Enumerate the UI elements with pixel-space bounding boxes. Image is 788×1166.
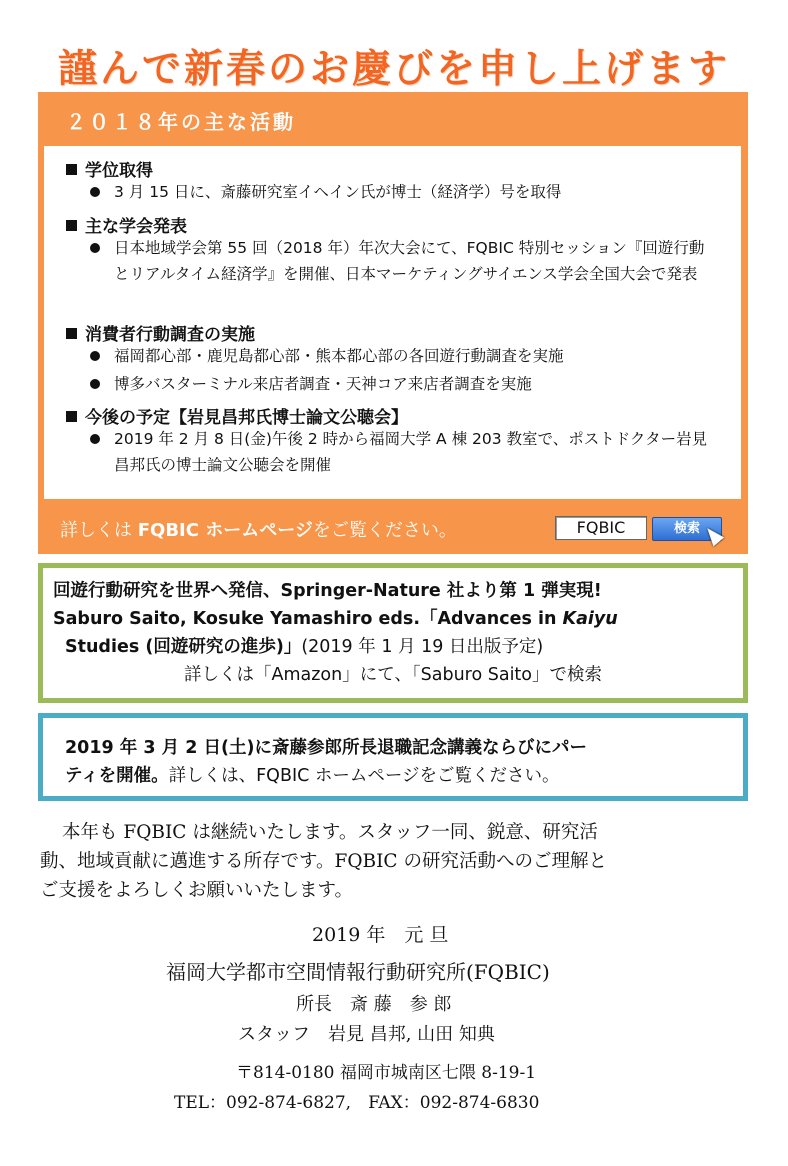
activities-title: ２０１８年の主な活動 xyxy=(66,110,296,134)
springer-line-3: Studies (回遊研究の進歩)」(2019 年 1 月 19 日出版予定) xyxy=(65,637,544,657)
organization-name: 福岡大学都市空間情報行動研究所(FQBIC) xyxy=(166,960,550,984)
lecture-announcement xyxy=(38,713,748,801)
square-bullet-icon xyxy=(66,411,77,422)
list-item: 博多バスターミナル来店者調査・天神コア来店者調査を実施 xyxy=(90,371,710,397)
section-heading: 学位取得 xyxy=(66,156,153,181)
homepage-notice: 詳しくは FQBIC ホームページをご覧ください。 xyxy=(60,520,457,541)
page-headline: 謹んで新春のお慶びを申し上げます xyxy=(57,47,730,92)
list-item: 日本地域学会第 55 回（2018 年）年次大会にて、FQBIC 特別セッション『回遊行動とリアルタイム経済学』を開催、日本マーケティングサイエンス学会全国大会で発表 xyxy=(90,235,710,287)
bullet-icon xyxy=(90,351,100,361)
bullet-icon xyxy=(90,187,100,197)
address: 〒814-0180 福岡市城南区七隈 8-19-1 xyxy=(236,1063,537,1083)
list-item: 福岡都心部・鹿児島都心部・熊本都心部の各回遊行動調査を実施 xyxy=(90,343,710,369)
square-bullet-icon xyxy=(66,328,77,339)
square-bullet-icon xyxy=(66,164,77,175)
search-input[interactable]: FQBIC xyxy=(555,516,647,540)
list-item: 3 月 15 日に、斎藤研究室イヘイン氏が博士（経済学）号を取得 xyxy=(90,179,710,205)
bullet-icon xyxy=(90,434,100,444)
message-line: ご支援をよろしくお願いいたします。 xyxy=(40,880,354,901)
section-heading: 消費者行動調査の実施 xyxy=(66,320,255,345)
bullet-icon xyxy=(90,243,100,253)
activities-panel xyxy=(38,92,748,554)
director-name: 所長 斎 藤 参 郎 xyxy=(296,994,452,1015)
search-button[interactable]: 検索 xyxy=(652,517,722,541)
springer-line-2: Saburo Saito, Kosuke Yamashiro eds.「Advances in Kaiyu xyxy=(53,609,618,629)
springer-announcement xyxy=(38,563,748,703)
list-item: 2019 年 2 月 8 日(金)午後 2 時から福岡大学 A 棟 203 教室で、ポストドクター岩見昌邦氏の博士論文公聴会を開催 xyxy=(90,426,710,478)
square-bullet-icon xyxy=(66,220,77,231)
activities-content xyxy=(44,146,741,499)
new-year-message xyxy=(40,818,750,905)
message-line: 本年も FQBIC は継続いたします。スタッフ一同、鋭意、研究活 xyxy=(62,822,598,843)
springer-line-1: 回遊行動研究を世界へ発信、Springer-Nature 社より第 1 弾実現! xyxy=(53,581,602,601)
bullet-icon xyxy=(90,379,100,389)
lecture-line-1: 2019 年 3 月 2 日(土)に斎藤参郎所長退職記念講義ならびにパー xyxy=(65,738,588,758)
springer-line-4: 詳しくは「Amazon」にて、「Saburo Saito」で検索 xyxy=(184,665,602,685)
section-heading: 今後の予定【岩見昌邦氏博士論文公聴会】 xyxy=(66,403,408,428)
lecture-line-2: ティを開催。詳しくは、FQBIC ホームページをご覧ください。 xyxy=(65,766,560,786)
staff-names: スタッフ 岩見 昌邦, 山田 知典 xyxy=(238,1024,495,1045)
date-line: 2019 年 元 旦 xyxy=(312,924,449,946)
section-heading: 主な学会発表 xyxy=(66,212,187,237)
contact-info: TEL：092-874-6827, FAX：092-874-6830 xyxy=(174,1093,540,1113)
message-line: 動、地域貢献に邁進する所存です。FQBIC の研究活動へのご理解と xyxy=(40,851,607,872)
